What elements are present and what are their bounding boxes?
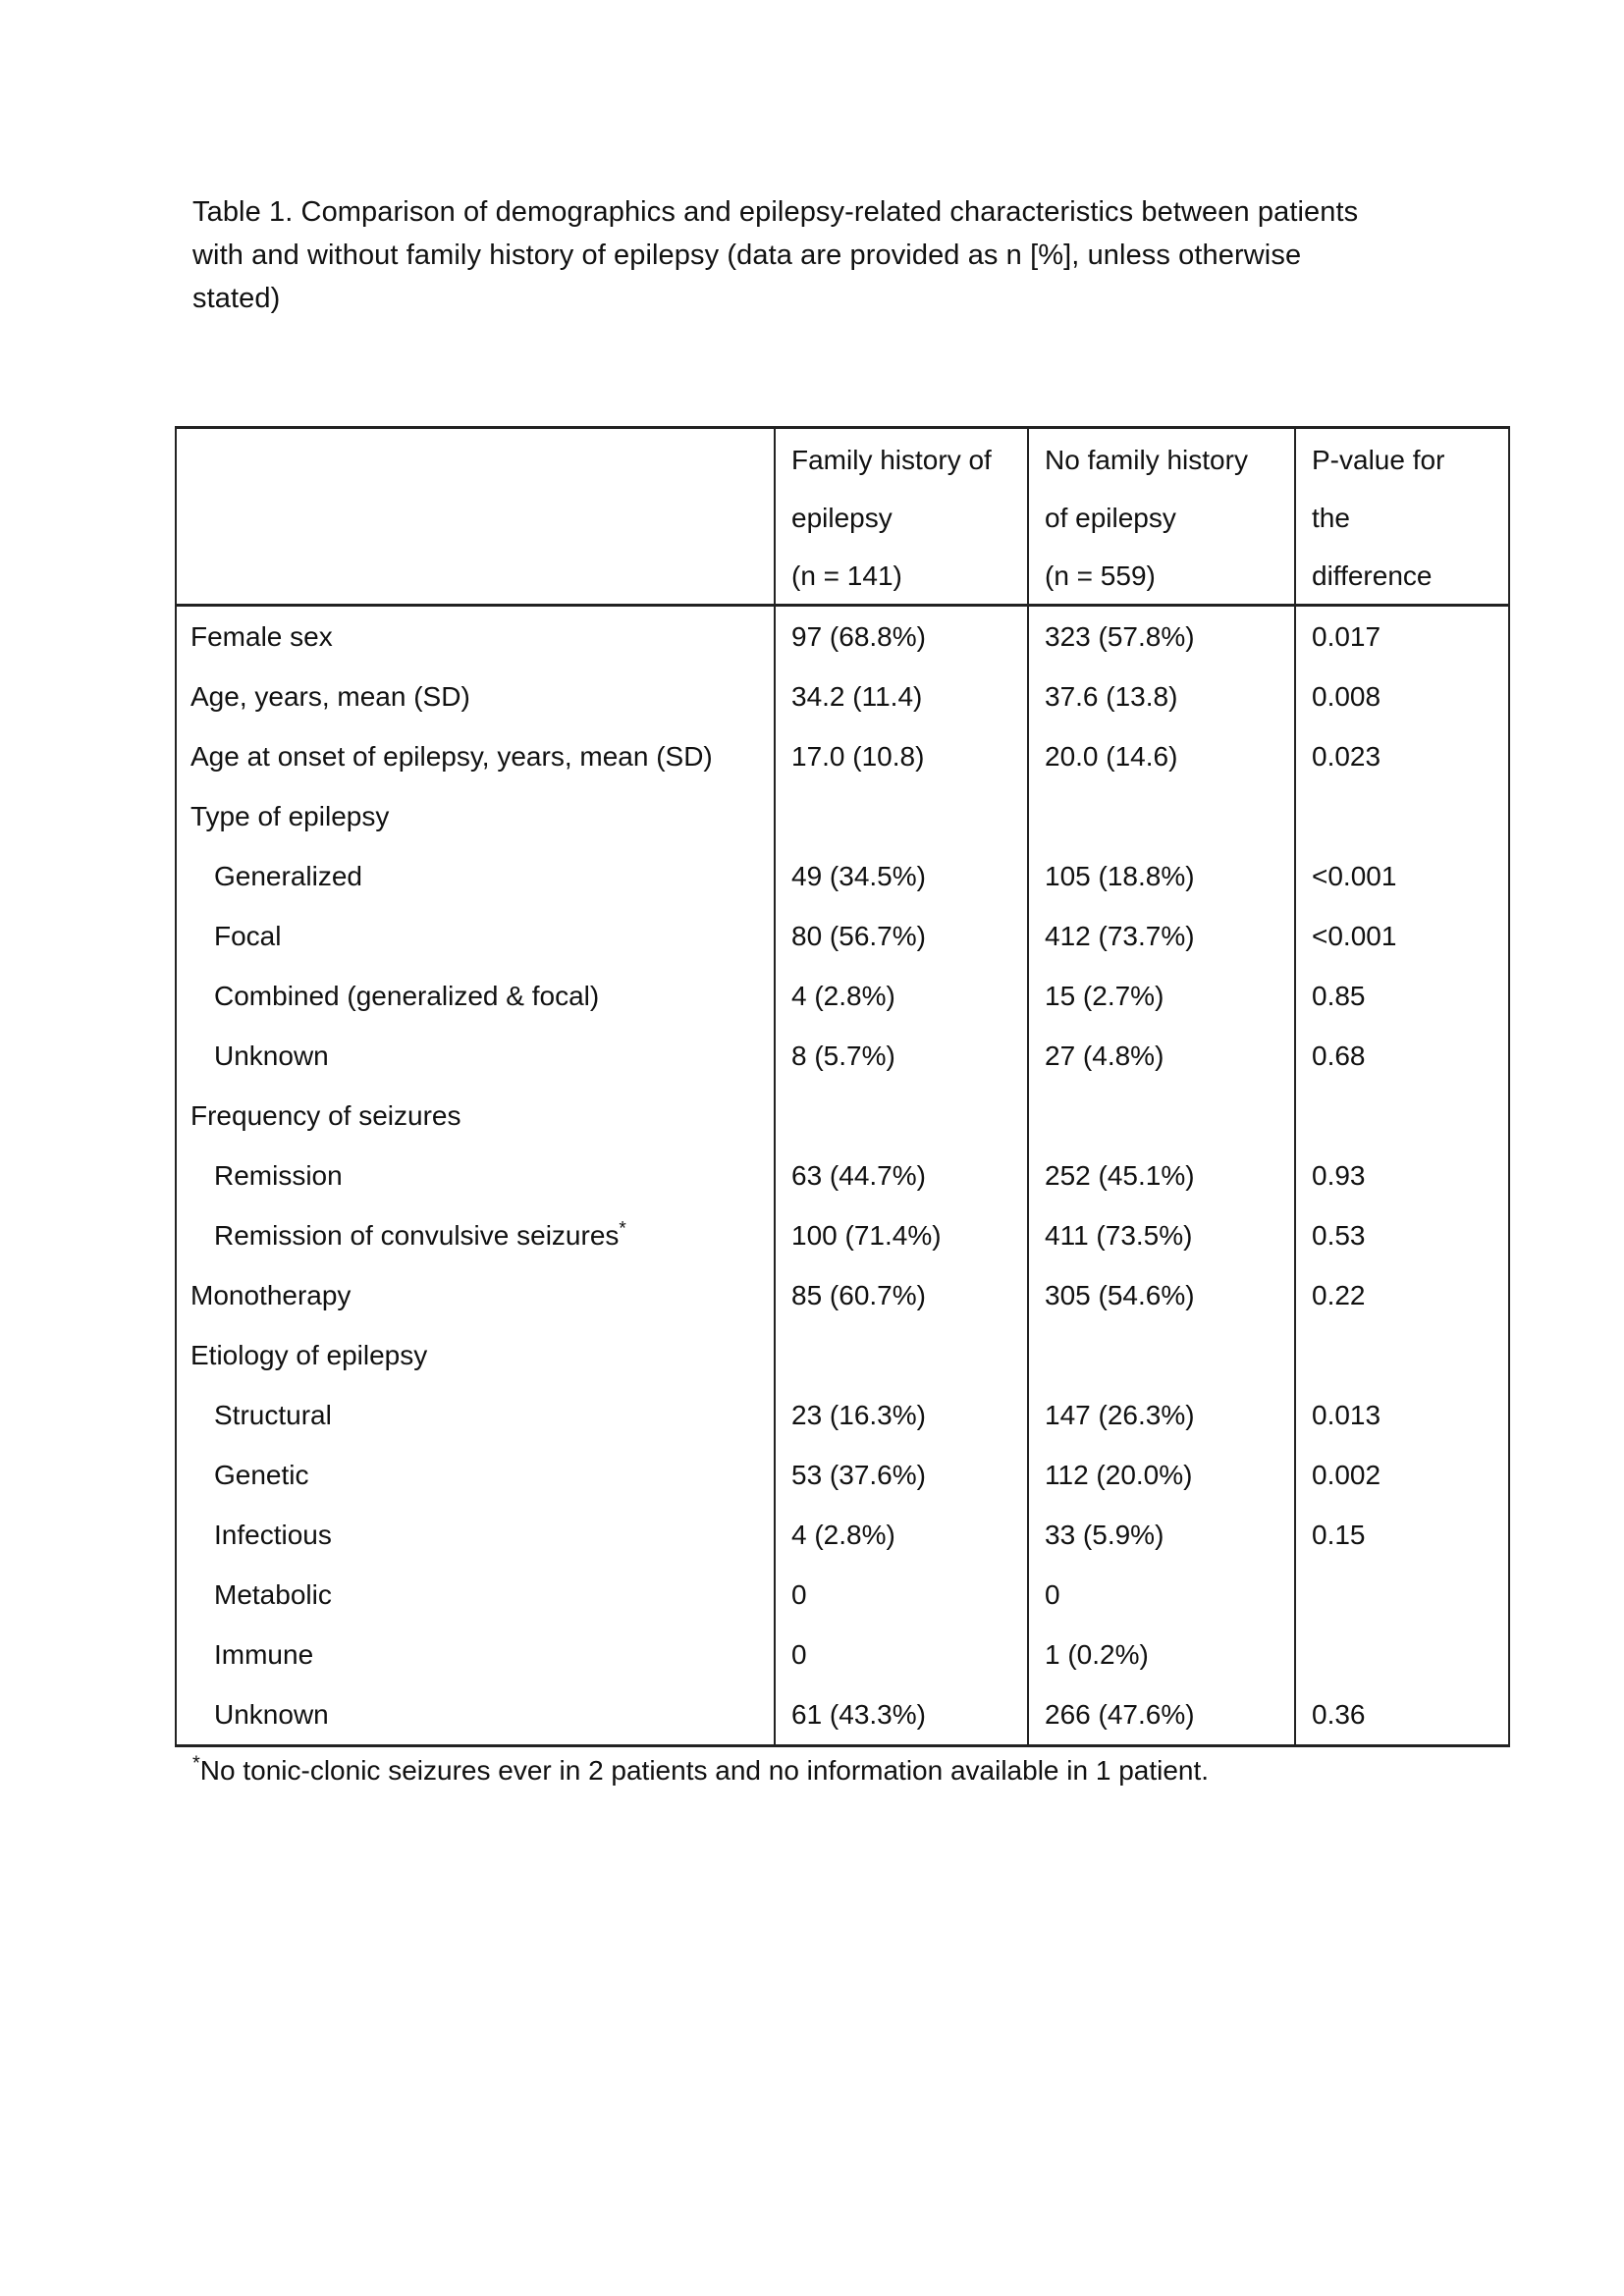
row-label-footnote-marker: * xyxy=(619,1218,626,1240)
row-label xyxy=(177,1684,776,1744)
row-label-text: Type of epilepsy xyxy=(190,801,390,831)
row-label-text: Metabolic xyxy=(214,1579,332,1610)
header-line: No family history xyxy=(1045,445,1248,475)
header-line: difference xyxy=(1312,561,1433,591)
p-value: <0.001 xyxy=(1312,921,1397,951)
table-row xyxy=(177,1445,1508,1505)
row-label-text: Age, years, mean (SD) xyxy=(190,681,470,712)
header-no-family-history xyxy=(1029,429,1296,604)
table-caption xyxy=(192,190,1358,320)
no-family-history-value: 305 (54.6%) xyxy=(1029,1265,1296,1325)
p-value: 0.22 xyxy=(1312,1280,1366,1310)
table-row xyxy=(177,786,1508,846)
row-label xyxy=(177,1625,776,1684)
row-label xyxy=(177,1565,776,1625)
table-caption-line: Table 1. Comparison of demographics and epilepsy-related characteristics between patients xyxy=(192,196,1359,228)
row-label-text: Frequency of seizures xyxy=(190,1100,461,1131)
family-history-value: 61 (43.3%) xyxy=(776,1684,1029,1744)
family-history-value: 100 (71.4%) xyxy=(776,1205,1029,1265)
family-history-value xyxy=(776,786,1029,846)
family-history-value: 17.0 (10.8) xyxy=(776,726,1029,786)
row-label-text: Remission of convulsive seizures xyxy=(214,1220,620,1251)
no-family-history-value: 27 (4.8%) xyxy=(1029,1026,1296,1086)
footnote-marker: * xyxy=(192,1752,200,1775)
family-history-value: 34.2 (11.4) xyxy=(776,667,1029,726)
family-history-value: 4 (2.8%) xyxy=(776,1505,1029,1565)
p-value: 0.15 xyxy=(1312,1520,1366,1550)
header-line: Family history of xyxy=(791,445,992,475)
p-value xyxy=(1296,1325,1508,1385)
p-value: 0.68 xyxy=(1312,1041,1366,1071)
table-body xyxy=(177,607,1508,1744)
family-history-value: 0 xyxy=(776,1565,1029,1625)
row-label-text: Female sex xyxy=(190,621,333,652)
p-value xyxy=(1296,786,1508,846)
family-history-value: 0 xyxy=(776,1625,1029,1684)
no-family-history-value: 323 (57.8%) xyxy=(1029,607,1296,667)
table-row xyxy=(177,1625,1508,1684)
table-row xyxy=(177,607,1508,667)
p-value: 0.017 xyxy=(1312,621,1381,652)
row-label-text: Monotherapy xyxy=(190,1280,352,1310)
no-family-history-value: 266 (47.6%) xyxy=(1029,1684,1296,1744)
p-value: 0.002 xyxy=(1312,1460,1381,1490)
row-label xyxy=(177,966,776,1026)
p-value: <0.001 xyxy=(1312,861,1397,891)
no-family-history-value: 20.0 (14.6) xyxy=(1029,726,1296,786)
row-label xyxy=(177,786,776,846)
row-label xyxy=(177,846,776,906)
table-header-row xyxy=(177,429,1508,607)
row-label xyxy=(177,1086,776,1146)
header-empty-cell xyxy=(177,429,776,604)
no-family-history-value: 411 (73.5%) xyxy=(1029,1205,1296,1265)
p-value: 0.013 xyxy=(1312,1400,1381,1430)
p-value: 0.53 xyxy=(1312,1220,1366,1251)
footnote-text: No tonic-clonic seizures ever in 2 patients and no information available in 1 patient. xyxy=(199,1755,1210,1786)
no-family-history-value: 0 xyxy=(1029,1565,1296,1625)
row-label xyxy=(177,726,776,786)
no-family-history-value: 37.6 (13.8) xyxy=(1029,667,1296,726)
row-label xyxy=(177,1385,776,1445)
row-label-text: Age at onset of epilepsy, years, mean (SD) xyxy=(190,741,713,772)
table-row xyxy=(177,1265,1508,1325)
header-line: P-value for xyxy=(1312,445,1445,475)
table-row xyxy=(177,1086,1508,1146)
p-value xyxy=(1296,1086,1508,1146)
no-family-history-value: 1 (0.2%) xyxy=(1029,1625,1296,1684)
table-row xyxy=(177,966,1508,1026)
row-label-text: Generalized xyxy=(214,861,362,891)
row-label xyxy=(177,1205,776,1265)
no-family-history-value: 147 (26.3%) xyxy=(1029,1385,1296,1445)
table-row xyxy=(177,667,1508,726)
row-label-text: Focal xyxy=(214,921,282,951)
no-family-history-value: 33 (5.9%) xyxy=(1029,1505,1296,1565)
row-label-text: Immune xyxy=(214,1639,314,1670)
family-history-value: 80 (56.7%) xyxy=(776,906,1029,966)
no-family-history-value: 112 (20.0%) xyxy=(1029,1445,1296,1505)
no-family-history-value: 15 (2.7%) xyxy=(1029,966,1296,1026)
no-family-history-value: 412 (73.7%) xyxy=(1029,906,1296,966)
no-family-history-value: 105 (18.8%) xyxy=(1029,846,1296,906)
row-label-text: Unknown xyxy=(214,1041,329,1071)
family-history-value xyxy=(776,1325,1029,1385)
family-history-value: 49 (34.5%) xyxy=(776,846,1029,906)
row-label xyxy=(177,906,776,966)
table-footnote xyxy=(192,1751,1209,1790)
p-value: 0.36 xyxy=(1312,1699,1366,1730)
table-row xyxy=(177,1684,1508,1744)
row-label xyxy=(177,1505,776,1565)
row-label-text: Genetic xyxy=(214,1460,309,1490)
table-row xyxy=(177,1505,1508,1565)
row-label-text: Etiology of epilepsy xyxy=(190,1340,428,1370)
table-row xyxy=(177,726,1508,786)
row-label-text: Combined (generalized & focal) xyxy=(214,981,600,1011)
family-history-value: 4 (2.8%) xyxy=(776,966,1029,1026)
row-label-text: Infectious xyxy=(214,1520,332,1550)
row-label xyxy=(177,607,776,667)
p-value xyxy=(1296,1565,1508,1625)
p-value: 0.93 xyxy=(1312,1160,1366,1191)
header-line: the xyxy=(1312,503,1350,533)
p-value: 0.008 xyxy=(1312,681,1381,712)
no-family-history-value: 252 (45.1%) xyxy=(1029,1146,1296,1205)
header-line: of epilepsy xyxy=(1045,503,1176,533)
row-label xyxy=(177,1026,776,1086)
no-family-history-value xyxy=(1029,1325,1296,1385)
family-history-value: 8 (5.7%) xyxy=(776,1026,1029,1086)
row-label xyxy=(177,1325,776,1385)
table-row xyxy=(177,1205,1508,1265)
row-label xyxy=(177,1265,776,1325)
row-label xyxy=(177,1146,776,1205)
header-family-history xyxy=(776,429,1029,604)
p-value: 0.023 xyxy=(1312,741,1381,772)
table-row xyxy=(177,906,1508,966)
family-history-value: 63 (44.7%) xyxy=(776,1146,1029,1205)
family-history-value: 53 (37.6%) xyxy=(776,1445,1029,1505)
table-row xyxy=(177,1565,1508,1625)
table-row xyxy=(177,1026,1508,1086)
no-family-history-value xyxy=(1029,1086,1296,1146)
family-history-value: 85 (60.7%) xyxy=(776,1265,1029,1325)
p-value: 0.85 xyxy=(1312,981,1366,1011)
comparison-table xyxy=(175,426,1510,1747)
table-caption-line: with and without family history of epilepsy (data are provided as n [%], unless otherwise xyxy=(192,240,1302,271)
table-row xyxy=(177,1146,1508,1205)
no-family-history-value xyxy=(1029,786,1296,846)
row-label xyxy=(177,667,776,726)
table-caption-line: stated) xyxy=(192,283,281,314)
table-row xyxy=(177,846,1508,906)
family-history-value: 97 (68.8%) xyxy=(776,607,1029,667)
p-value xyxy=(1296,1625,1508,1684)
header-line: (n = 141) xyxy=(791,561,902,591)
header-line: epilepsy xyxy=(791,503,893,533)
row-label-text: Remission xyxy=(214,1160,343,1191)
family-history-value: 23 (16.3%) xyxy=(776,1385,1029,1445)
row-label-text: Structural xyxy=(214,1400,332,1430)
row-label-text: Unknown xyxy=(214,1699,329,1730)
header-line: (n = 559) xyxy=(1045,561,1156,591)
row-label xyxy=(177,1445,776,1505)
table-row xyxy=(177,1325,1508,1385)
table-row xyxy=(177,1385,1508,1445)
family-history-value xyxy=(776,1086,1029,1146)
header-p-value xyxy=(1296,429,1508,604)
